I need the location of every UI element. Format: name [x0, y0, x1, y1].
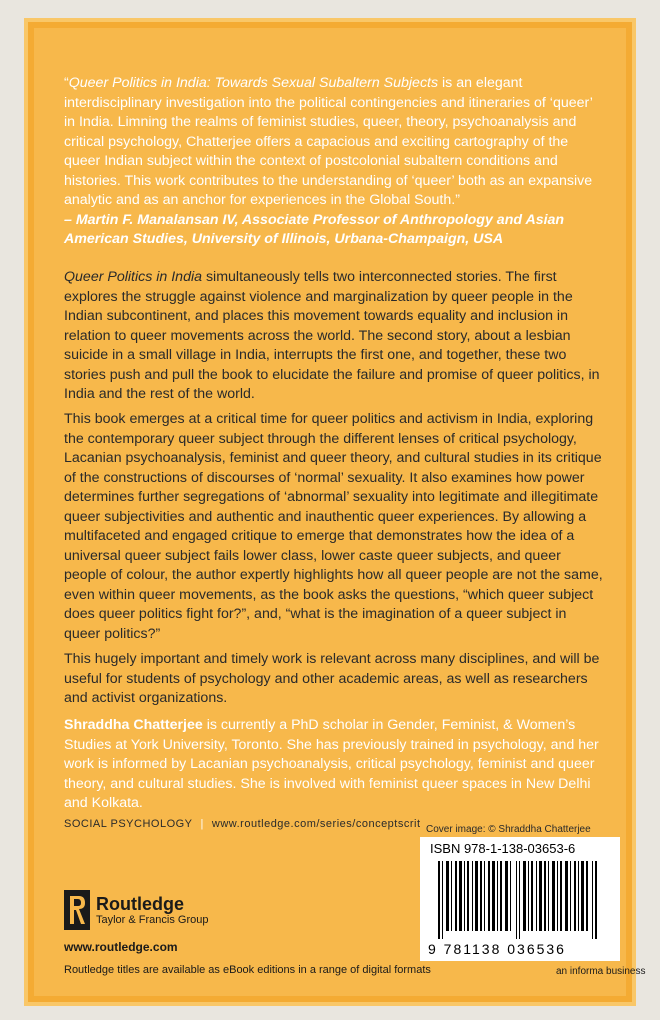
description-paragraph-2: This book emerges at a critical time for queer politics and activism in India, exploring the contemporary queer subject through the different lenses of critical psychology, Lacanian psychoanalysis, feminist and queer theory, and cultural studies in its critique of the constructions of discourses of ‘normal’ sexuality. It also examines how power determines further segregations of ‘abnormal’ sexuality into legitimate and illegitimate queer subjectivities and authentic and inauthentic queer experiences. By allowing a multifaceted and engaged critique to emerge that demonstrates how the idea of a universal queer subject fails lower class, lower caste queer subjects, and queer people of colour, the author expertly highlights how all queer people are not the same, even within queer movements, as the book asks the questions, “which queer subject does queer politics fight for?”, and, “what is the imagination of a queer subject in queer politics?”: [64, 411, 603, 642]
quote-attribution: – Martin F. Manalansan IV, Associate Professor of Anthropology and Asian American Studies, University of Illinois, Urbana-Champaign, USA: [64, 211, 565, 247]
quote-book-title: Queer Politics in India: Towards Sexual Subaltern Subjects: [68, 75, 439, 91]
quote-open-mark: “: [64, 75, 69, 91]
series-url: www.routledge.com/series/conceptscrit: [211, 818, 421, 830]
description-paragraph-1-text: simultaneously tells two interconnected stories. The first explores the struggle against violence and marginalization by queer people in the Indian subcontinent, and places this movement towards equality and inclusion in relation to queer movements across the world. The second story, about a lesbian suicide in a small village in India, interrupts the first one, and together, these two stories push and pull the book to elucidate the failure and promise of queer politics, in India and the rest of the world.: [64, 269, 600, 402]
author-name: Shraddha Chatterjee: [64, 717, 203, 733]
informa-tagline: an informa business: [556, 966, 646, 977]
barcode-bars: [428, 861, 612, 939]
description-paragraph-3: This hugely important and timely work is relevant across many disciplines, and will be useful for students of psychology and other academic areas, as well as researchers and activist organizations.: [64, 651, 600, 706]
routledge-r-icon: [64, 890, 90, 930]
description-paragraph-1: [64, 268, 604, 405]
series-name: SOCIAL PSYCHOLOGY: [64, 818, 193, 830]
author-bio-text: is currently a PhD scholar in Gender, Feminist, & Women’s Studies at York University, Toronto. She has previously trained in psychology, and her work is informed by Lacanian psychoanalysis, critical psychology, feminist and queer theory, and cultural studies. She is involved with feminist queer spaces in New Delhi and Kolkata.: [64, 717, 599, 811]
publisher-logo: [64, 890, 208, 930]
publisher-name: Routledge: [96, 894, 184, 914]
ebook-note: Routledge titles are available as eBook editions in a range of digital formats: [64, 964, 431, 976]
series-line: [64, 818, 421, 830]
cover-image-credit: Cover image: © Shraddha Chatterjee: [426, 824, 591, 835]
isbn-barcode: [420, 837, 620, 961]
barcode-number: 9 781138 036536: [428, 941, 566, 957]
endorsement-quote: [64, 74, 604, 250]
isbn-label: ISBN 978-1-138-03653-6: [430, 841, 576, 856]
publisher-group: Taylor & Francis Group: [96, 914, 209, 926]
series-separator: |: [200, 818, 204, 830]
quote-body: is an elegant interdisciplinary investigation into the political contingencies and itineraries of ‘queer’ in India. Limning the realms of feminist studies, queer, theory, psychoanalysis and critical psychology, Chatterjee offers a capacious and exciting cartography of the queer Indian subject within the context of postcolonial subaltern conditions and histories. This work contributes to the understanding of ‘queer’ both as an expansive analytic and as an anchor for experiences in the Global South.”: [64, 75, 593, 208]
description-book-title: Queer Politics in India: [64, 269, 203, 285]
publisher-website: www.routledge.com: [64, 940, 178, 954]
author-bio: [64, 716, 604, 814]
